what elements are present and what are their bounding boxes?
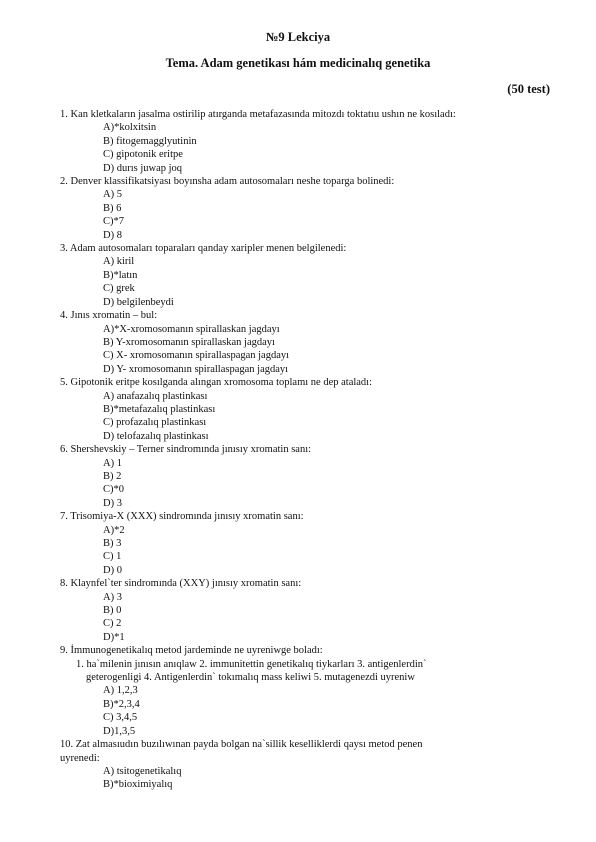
- question-subtext: 1. ha`milenin jınısın anıqlaw 2. immunitettin genetikalıq tiykarları 3. antigenlerdin`: [76, 658, 427, 670]
- answer-option: B) 3: [103, 538, 122, 549]
- answer-option: D)*1: [103, 631, 125, 643]
- answer-option: B) fitogemagglyutinin: [103, 135, 197, 147]
- question-text: 1. Kan kletkaların jasalma ostirilip atırganda metafazasında mitozdı toktatıu ushın ne kosıladı:: [60, 109, 456, 120]
- answer-option: A) 1: [103, 457, 122, 469]
- question-text: 6. Shershevskiy – Terner sindromında jınısıy xromatin sanı:: [60, 444, 312, 456]
- answer-option: A) 5: [103, 189, 122, 201]
- answer-option: B) Y-xromosomanın spirallaskan jagdayı: [103, 336, 275, 348]
- answer-option: A) tsitogenetikalıq: [103, 765, 182, 777]
- answer-option: A)*2: [103, 524, 125, 536]
- answer-option: D) 3: [103, 497, 122, 509]
- answer-option: B)*latın: [103, 269, 138, 281]
- answer-option: C) profazalıq plastinkası: [103, 417, 207, 429]
- answer-option: D) 8: [103, 229, 122, 241]
- answer-option: D) 0: [103, 564, 122, 576]
- question-subtext: geterogenligi 4. Antigenlerdin` tokımalıq mass keliwi 5. mutagenezdi uyreniw: [86, 672, 415, 684]
- question-text: 9. İmmunogenetikalıq metod jardeminde ne uyreniwge boladı:: [60, 645, 323, 657]
- answer-option: A) anafazalıq plastinkası: [103, 390, 208, 402]
- answer-option: B) 2: [103, 470, 122, 482]
- question-text: 3. Adam autosomaları toparaları qanday xaripler menen belgilenedi:: [60, 243, 347, 255]
- answer-option: C)*0: [103, 484, 124, 496]
- answer-option: C)*7: [103, 216, 124, 228]
- question-text: 8. Klaynfel`ter sindromında (XXY) jınısıy xromatin sanı:: [60, 578, 302, 590]
- answer-option: D) Y- xromosomanın spirallaspagan jagdayı: [103, 363, 289, 375]
- lecture-topic: Tema. Adam genetikası hám medicinalıq genetika: [165, 56, 431, 70]
- answer-option: C) gipotonik eritpe: [103, 149, 183, 161]
- answer-option: C) X- xromosomanın spirallaspagan jagdayı: [103, 350, 290, 362]
- question-text: 2. Denver klassifikatsiyası boyınsha adam autosomaları neshe toparga bolinedi:: [60, 176, 395, 188]
- answer-option: C) 1: [103, 551, 122, 563]
- answer-option: D) belgilenbeydi: [103, 296, 174, 308]
- answer-option: B)*bioximiyalıq: [103, 779, 173, 791]
- answer-option: B) 0: [103, 605, 122, 617]
- answer-option: A)*kolxitsin: [103, 122, 157, 134]
- question-text: 10. Zat almasıudın buzılıwınan payda bolgan na`sillik keselliklerdi qaysı metod penen: [60, 739, 423, 751]
- answer-option: D) durıs juwap joq: [103, 162, 183, 174]
- test-count: (50 test): [507, 82, 550, 96]
- question-text-continued: uyrenedi:: [60, 752, 100, 764]
- answer-option: B) 6: [103, 202, 122, 214]
- answer-option: A) 1,2,3: [103, 685, 138, 697]
- answer-option: C) 2: [103, 618, 122, 630]
- question-list: [60, 108, 560, 792]
- question-text: 7. Trisomiya-X (XXX) sindromında jınısıy xromatin sanı:: [60, 511, 304, 523]
- answer-option: D)1,3,5: [103, 725, 136, 737]
- lecture-title: №9 Lekciya: [265, 30, 331, 44]
- answer-option: B)*2,3,4: [103, 698, 140, 710]
- answer-option: A) 3: [103, 591, 122, 603]
- answer-option: A) kiril: [103, 256, 135, 268]
- answer-option: A)*X-xromosomanın spirallaskan jagdayı: [103, 323, 280, 335]
- answer-option: C) grek: [103, 283, 135, 295]
- answer-option: D) telofazalıq plastinkası: [103, 430, 209, 442]
- question-text: 5. Gipotonik eritpe kosılganda alıngan xromosoma toplamı ne dep ataladı:: [60, 377, 373, 389]
- answer-option: B)*metafazalıq plastinkası: [103, 403, 216, 415]
- question-text: 4. Jınıs xromatin – bul:: [60, 310, 158, 322]
- answer-option: C) 3,4,5: [103, 712, 138, 724]
